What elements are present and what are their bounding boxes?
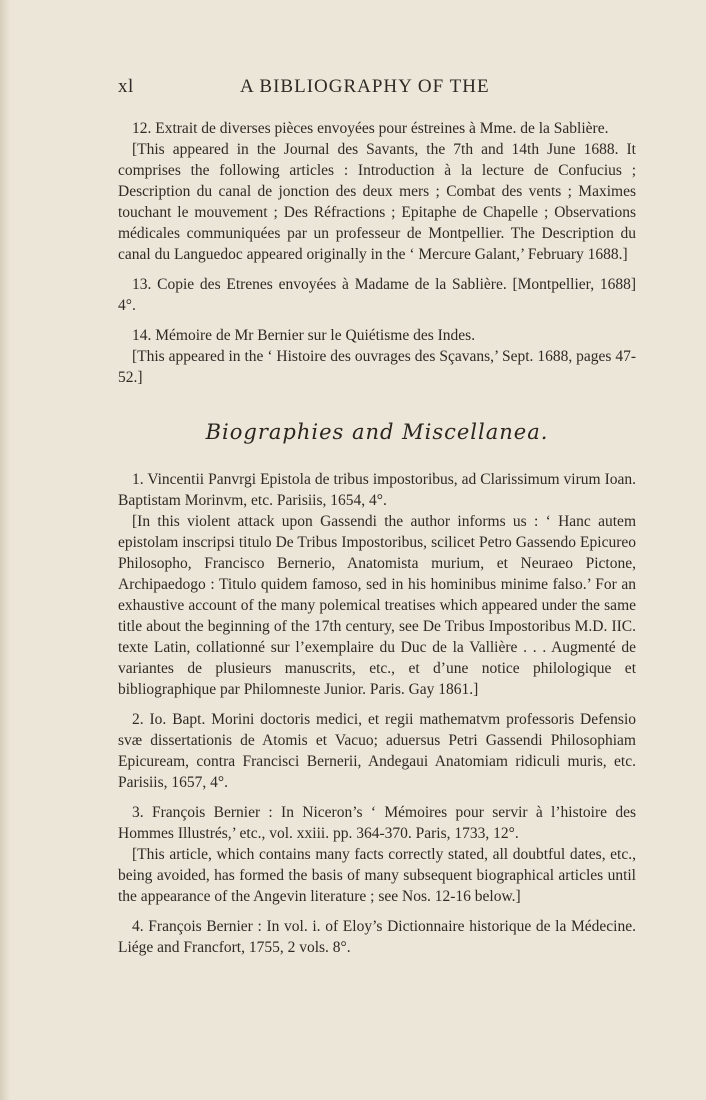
entry-1-title: 1. Vincentii Panvrgi Epistola de tribus impostoribus, ad Clarissimum virum Ioan. Baptistam Morinvm, etc. Parisiis, 1654, 4°. [118, 471, 636, 509]
entry-14-title: 14. Mémoire de Mr Bernier sur le Quiétisme des Indes. [132, 327, 476, 344]
entry-3-note: [This article, which contains many facts correctly stated, all doubtful dates, etc., being avoided, has formed the basis of many subsequent biographical articles until the appearance of the Angevin literature ; see Nos. 12-16 below.] [118, 846, 636, 905]
running-title: A BIBLIOGRAPHY OF THE [240, 76, 490, 97]
entry-3-title: 3. François Bernier : In Niceron’s ‘ Mémoires pour servir à l’histoire des Hommes Illustrés,’ etc., vol. xxiii. pp. 364-370. Paris, 1733, 12°. [118, 804, 636, 842]
entry-12-note: [This appeared in the Journal des Savants, the 7th and 14th June 1688. It comprises the following articles : Introduction à la lecture de Confucius ; Description du canal de jonction des deux mers ; Combat des vents ; Maximes touchant le mouvement ; Des Réfractions ; Epitaphe de Chapelle ; Observations médicales communiquées par un professeur de Montpellier. The Description du canal du Languedoc appeared originally in the ‘ Mercure Galant,’ February 1688.] [118, 141, 636, 263]
entry-4-title: 4. François Bernier : In vol. i. of Eloy’s Dictionnaire historique de la Médecine. Liége and Francfort, 1755, 2 vols. 8°. [118, 918, 636, 956]
entry-13-title: 13. Copie des Etrenes envoyées à Madame de la Sablière. [Montpellier, 1688] 4°. [118, 276, 636, 314]
page-number: xl [118, 76, 134, 97]
entry-12-title: 12. Extrait de diverses pièces envoyées pour éstreines à Mme. de la Sablière. [132, 120, 609, 137]
entry-14-note: [This appeared in the ‘ Histoire des ouvrages des Sçavans,’ Sept. 1688, pages 47-52.] [118, 348, 636, 386]
page-edge [0, 0, 10, 1100]
running-header [118, 76, 638, 102]
entry-2-title: 2. Io. Bapt. Morini doctoris medici, et regii mathematvm professoris Defensio svæ dissertationis de Atomis et Vacuo; aduersus Petri Gassendi Philosophiam Epicuream, contra Francisci Bernerii, Andegaui Anatomiam ridiculi muris, etc. Parisiis, 1657, 4°. [118, 711, 636, 791]
page-body [118, 118, 636, 958]
section-heading: Biographies and Miscellanea. [205, 420, 549, 444]
entry-1-note: [In this violent attack upon Gassendi the author informs us : ‘ Hanc autem epistolam inscripsi titulo De Tribus Impostoribus, scilicet Petro Gassendo Epicureo Philosopho, Francisco Bernerio, Anatomista murium, et Neuraeo Pictone, Archipaedogo : Titulo quidem famoso, sed in his hominibus minime falso.’ For an exhaustive account of the many polemical treatises which appeared under the same title about the beginning of the 17th century, see De Tribus Impostoribus M.D. IIC. texte Latin, collationné sur l’exemplaire du Duc de la Vallière . . . Augmenté de variantes de plusieurs manuscrits, etc., et d’une notice philologique et bibliographique par Philomneste Junior. Paris. Gay 1861.] [118, 513, 636, 698]
